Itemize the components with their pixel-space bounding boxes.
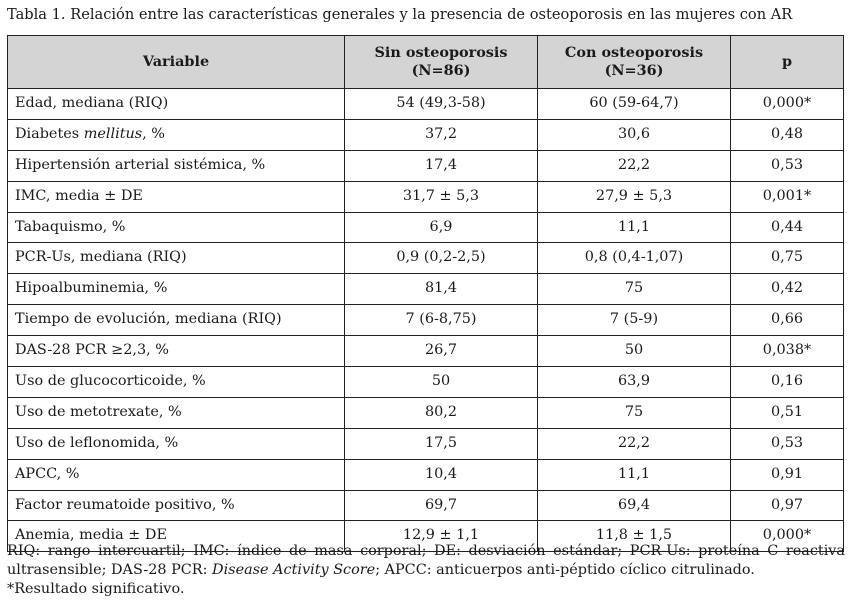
header-sin-n: (N=86) [411, 62, 471, 79]
row-sin-value: 26,7 [345, 336, 538, 367]
row-con-value: 60 (59-64,7) [538, 89, 731, 120]
row-con-value: 50 [538, 336, 731, 367]
row-con-value: 30,6 [538, 119, 731, 150]
row-con-value: 75 [538, 274, 731, 305]
row-p-value: 0,66 [731, 305, 844, 336]
header-p: p [731, 36, 844, 89]
table-footnote [7, 542, 845, 599]
row-p-value: 0,91 [731, 459, 844, 490]
header-variable: Variable [8, 36, 345, 89]
row-label: Hipertensión arterial sistémica, % [8, 150, 345, 181]
row-con-value: 22,2 [538, 150, 731, 181]
footnote-line-2 [7, 561, 845, 580]
row-sin-value: 7 (6-8,75) [345, 305, 538, 336]
row-sin-value: 54 (49,3-58) [345, 89, 538, 120]
header-sin-osteoporosis [345, 36, 538, 89]
header-con-osteoporosis [538, 36, 731, 89]
row-con-value: 75 [538, 397, 731, 428]
row-sin-value: 10,4 [345, 459, 538, 490]
row-sin-value: 31,7 ± 5,3 [345, 181, 538, 212]
table-row [8, 150, 844, 181]
row-con-value: 11,1 [538, 459, 731, 490]
row-label: Factor reumatoide positivo, % [8, 490, 345, 521]
row-p-value: 0,53 [731, 150, 844, 181]
row-sin-value: 6,9 [345, 212, 538, 243]
footnote-line-2-pre: ultrasensible; DAS-28 PCR: [7, 562, 213, 578]
table-row [8, 305, 844, 336]
table-row [8, 243, 844, 274]
row-label [8, 119, 345, 150]
row-con-value: 69,4 [538, 490, 731, 521]
row-p-value: 0,75 [731, 243, 844, 274]
row-label: APCC, % [8, 459, 345, 490]
footnote-line-2-italic: Disease Activity Score [212, 562, 376, 578]
row-label: DAS-28 PCR ≥2,3, % [8, 336, 345, 367]
table-row [8, 459, 844, 490]
table-row [8, 428, 844, 459]
table-row [8, 212, 844, 243]
row-label: Anemia, media ± DE [8, 521, 345, 552]
row-sin-value: 69,7 [345, 490, 538, 521]
row-p-value: 0,038* [731, 336, 844, 367]
row-sin-value: 17,5 [345, 428, 538, 459]
table-row [8, 274, 844, 305]
row-p-value: 0,53 [731, 428, 844, 459]
row-con-value: 27,9 ± 5,3 [538, 181, 731, 212]
table-row [8, 119, 844, 150]
row-sin-value: 80,2 [345, 397, 538, 428]
row-sin-value: 81,4 [345, 274, 538, 305]
row-sin-value: 0,9 (0,2-2,5) [345, 243, 538, 274]
row-con-value: 22,2 [538, 428, 731, 459]
header-con-n: (N=36) [604, 62, 664, 79]
row-label: PCR-Us, mediana (RIQ) [8, 243, 345, 274]
row-con-value: 0,8 (0,4-1,07) [538, 243, 731, 274]
header-sin-label: Sin osteoporosis [374, 44, 508, 62]
table-row [8, 89, 844, 120]
row-label-post: , % [142, 125, 165, 142]
table-header-row [8, 36, 844, 89]
row-label: IMC, media ± DE [8, 181, 345, 212]
row-p-value: 0,000* [731, 521, 844, 552]
row-label: Uso de glucocorticoide, % [8, 367, 345, 398]
row-con-value: 11,8 ± 1,5 [538, 521, 731, 552]
row-p-value: 0,16 [731, 367, 844, 398]
row-label: Uso de metotrexate, % [8, 397, 345, 428]
row-sin-value: 17,4 [345, 150, 538, 181]
table-caption: Tabla 1. Relación entre las características generales y la presencia de osteoporosis en las mujeres con AR [7, 6, 793, 23]
data-table [7, 35, 844, 552]
row-label: Hipoalbuminemia, % [8, 274, 345, 305]
row-label-pre: Diabetes [15, 125, 84, 142]
row-p-value: 0,97 [731, 490, 844, 521]
row-con-value: 63,9 [538, 367, 731, 398]
row-sin-value: 50 [345, 367, 538, 398]
row-label-italic: mellitus [83, 125, 143, 142]
table-row [8, 490, 844, 521]
table-row [8, 336, 844, 367]
header-con-label: Con osteoporosis [564, 44, 704, 62]
row-con-value: 7 (5-9) [538, 305, 731, 336]
row-label: Edad, mediana (RIQ) [8, 89, 345, 120]
row-p-value: 0,51 [731, 397, 844, 428]
footnote-line-2-post: ; APCC: anticuerpos anti-péptido cíclico citrulinado. [375, 562, 755, 578]
footnote-significance: *Resultado significativo. [7, 581, 185, 597]
row-label: Uso de leflonomida, % [8, 428, 345, 459]
table-row [8, 181, 844, 212]
row-p-value: 0,001* [731, 181, 844, 212]
row-sin-value: 12,9 ± 1,1 [345, 521, 538, 552]
row-p-value: 0,000* [731, 89, 844, 120]
row-label: Tiempo de evolución, mediana (RIQ) [8, 305, 345, 336]
row-label: Tabaquismo, % [8, 212, 345, 243]
row-sin-value: 37,2 [345, 119, 538, 150]
table-row [8, 397, 844, 428]
row-con-value: 11,1 [538, 212, 731, 243]
row-p-value: 0,44 [731, 212, 844, 243]
footnote-line-1: RIQ: rango intercuartil; IMC: índice de masa corporal; DE: desviación estándar; PCR-Us: proteína C reactiva [7, 543, 845, 559]
row-p-value: 0,48 [731, 119, 844, 150]
table-row [8, 367, 844, 398]
row-p-value: 0,42 [731, 274, 844, 305]
